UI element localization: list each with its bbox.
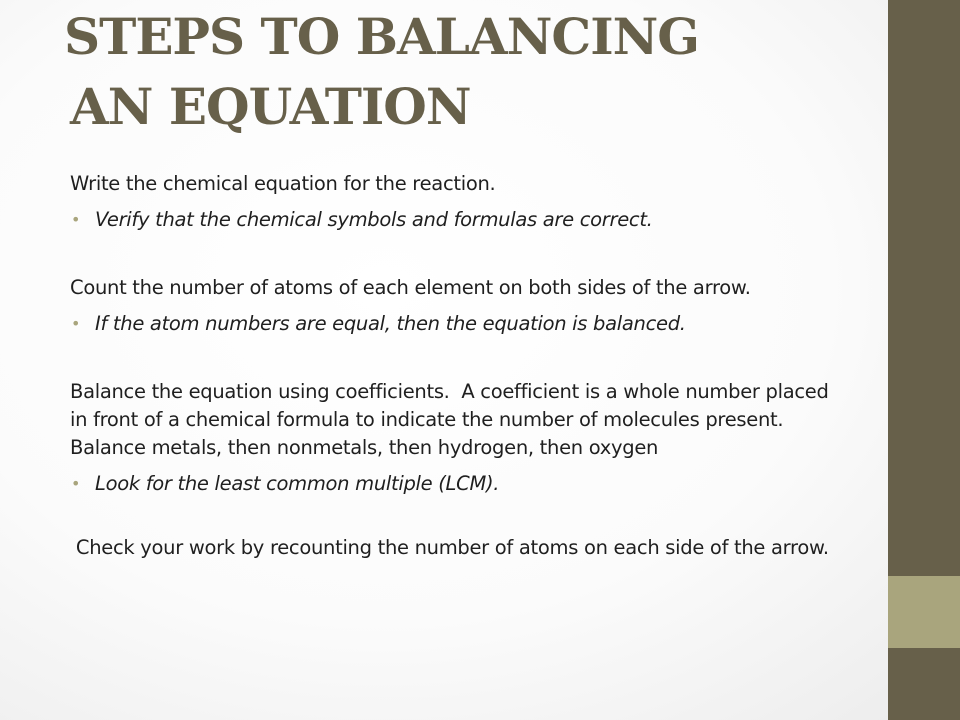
step-1-bullet-text: Verify that the chemical symbols and formulas are correct.: [95, 208, 653, 231]
slide-title-line-1: STEPS TO BALANCING: [64, 7, 700, 66]
spacer: [70, 498, 840, 534]
step-3-bullet-text: Look for the least common multiple (LCM).: [95, 472, 500, 495]
step-2-bullet-text: If the atom numbers are equal, then the equation is balanced.: [95, 312, 686, 335]
slide-title-line-2: AN EQUATION: [70, 77, 471, 136]
bullet-dot-icon: •: [71, 210, 81, 229]
step-3-text: Balance the equation using coefficients. A coefficient is a whole number placed in front of a chemical formula to indicate the number of molecules present. Balance metals, then nonmetals, then hydrogen, then oxygen: [70, 380, 835, 459]
spacer: [70, 338, 840, 378]
slide-title: [64, 2, 864, 142]
step-1-text: Write the chemical equation for the reaction.: [70, 172, 496, 195]
step-1-bullet: [70, 206, 840, 234]
spacer: [70, 234, 840, 274]
slide-content: [70, 170, 840, 562]
step-4-text: Check your work by recounting the number of atoms on each side of the arrow.: [70, 536, 829, 559]
step-3-bullet: [70, 470, 840, 498]
step-2-bullet: [70, 310, 840, 338]
side-accent-block: [888, 576, 960, 648]
step-2-text: Count the number of atoms of each element on both sides of the arrow.: [70, 276, 751, 299]
bullet-dot-icon: •: [71, 314, 81, 333]
bullet-dot-icon: •: [71, 474, 81, 493]
